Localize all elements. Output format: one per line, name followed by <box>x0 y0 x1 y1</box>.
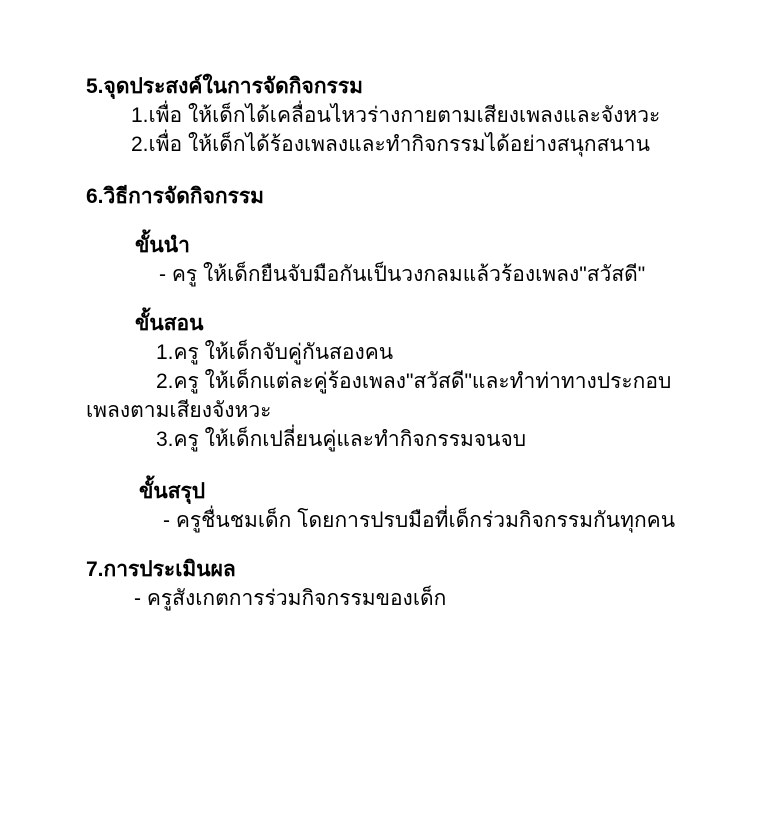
intro-step-heading: ขั้นนำ <box>135 234 190 257</box>
summary-step-line: - ครูชื่นชมเด็ก โดยการปรบมือที่เด็กร่วมกิจกรรมกันทุกคน <box>163 509 676 532</box>
teach-step-line-2-continuation: เพลงตามเสียงจังหวะ <box>86 399 272 422</box>
teach-step-line-2: 2.ครู ให้เด็กแต่ละคู่ร้องเพลง"สวัสดี"และทำท่าทางประกอบ <box>156 370 672 393</box>
objectives-heading: 5.จุดประสงค์ในการจัดกิจกรรม <box>86 75 363 98</box>
intro-step-line: - ครู ให้เด็กยืนจับมือกันเป็นวงกลมแล้วร้องเพลง"สวัสดี" <box>159 263 646 286</box>
teach-step-line-1: 1.ครู ให้เด็กจับคู่กันสองคน <box>156 341 394 364</box>
evaluation-heading: 7.การประเมินผล <box>86 558 236 581</box>
method-heading: 6.วิธีการจัดกิจกรรม <box>86 185 264 208</box>
teach-step-line-3: 3.ครู ให้เด็กเปลี่ยนคู่และทำกิจกรรมจนจบ <box>156 428 527 451</box>
teach-step-heading: ขั้นสอน <box>135 312 204 335</box>
objective-item-1: 1.เพื่อ ให้เด็กได้เคลื่อนไหวร่างกายตามเสียงเพลงและจังหวะ <box>131 104 661 127</box>
evaluation-line: - ครูสังเกตการร่วมกิจกรรมของเด็ก <box>134 587 447 610</box>
objective-item-2: 2.เพื่อ ให้เด็กได้ร้องเพลงและทำกิจกรรมได้อย่างสนุกสนาน <box>131 133 650 156</box>
summary-step-heading: ขั้นสรุป <box>139 480 206 503</box>
